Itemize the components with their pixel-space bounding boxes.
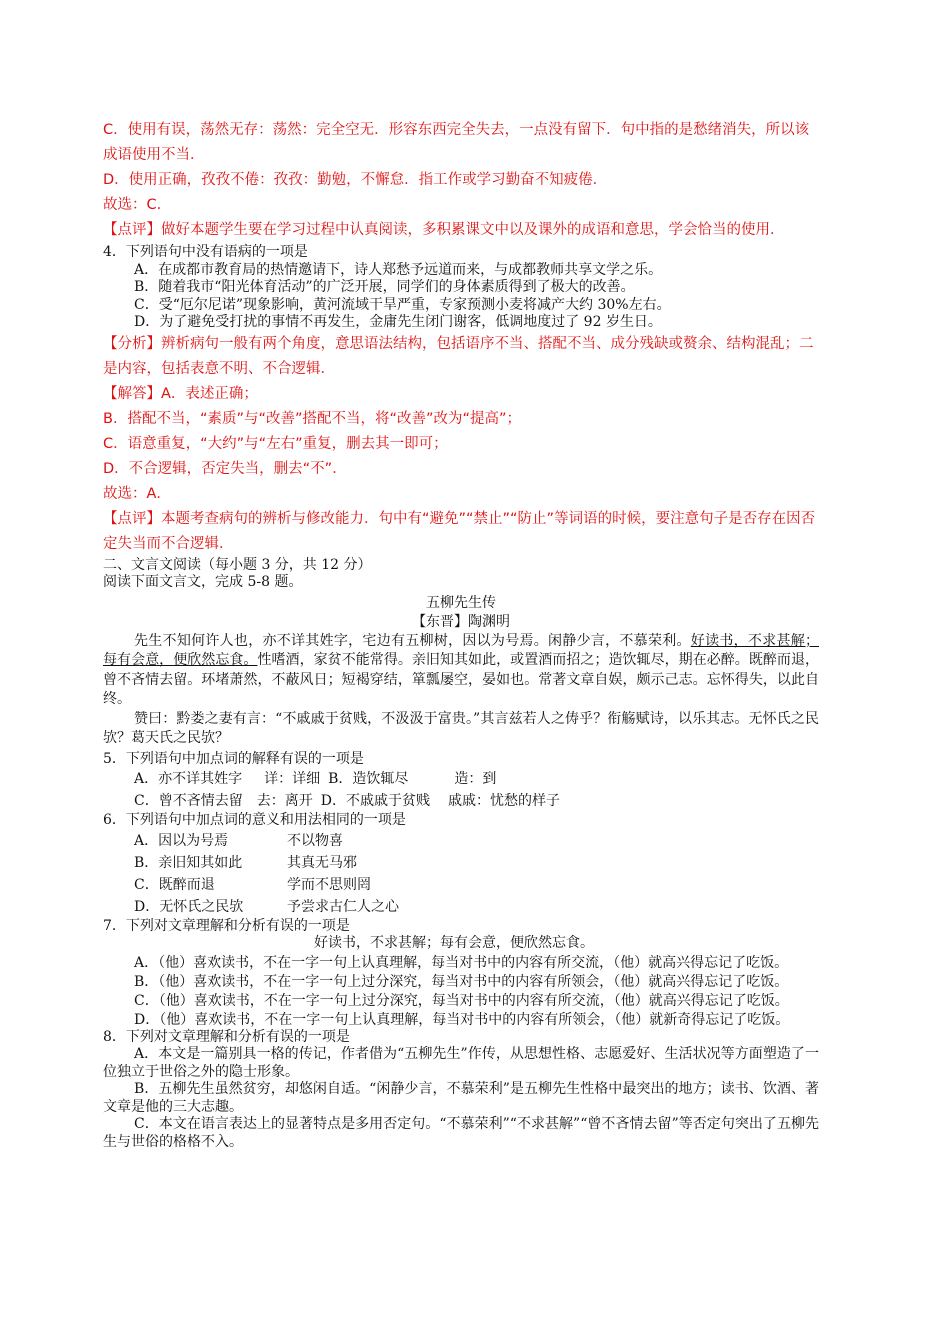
q5-option-d-gloss: 戚戚：忧愁的样子	[447, 793, 560, 809]
question-5	[103, 751, 819, 813]
q5-option-a: A．亦不详其姓字	[134, 771, 243, 787]
q6-option-d-left: D．无怀氏之民欤	[134, 898, 244, 915]
q4-solution: 【解答】A．表述正确；	[103, 385, 258, 402]
q5-row-2	[103, 790, 819, 812]
q7-quote: 好读书，不求甚解；每有会意，便欣然忘食。	[314, 935, 594, 951]
q7-option-b: B．（他）喜欢读书，不在一字一句上过分深究，每当对书中的内容有所领会，（他）就高兴得忘记了吃饭。	[134, 973, 789, 990]
q5-option-c-gloss: 去：离开	[256, 793, 313, 809]
q4-analysis: 【分析】辨析病句一般有两个角度，意思语法结构，包括语序不当、搭配不当、成分残缺或赘余、结构混乱；二是内容，包括表意不明、不合逻辑．	[103, 335, 814, 377]
q7-option-c: C．（他）喜欢读书，不在一字一句上过分深究，每当对书中的内容有所交流，（他）就高兴得忘记了吃饭。	[134, 992, 789, 1009]
q4-option-b-fix: B．搭配不当，“素质”与“改善”搭配不当，将“改善”改为“提高”；	[103, 410, 522, 427]
q6-option-b-left: B．亲旧知其如此	[134, 854, 243, 871]
q7-stem: 7．下列对文章理解和分析有误的一项是	[103, 917, 350, 934]
q6-option-c	[103, 874, 819, 896]
q5-option-a-gloss: 详：详细	[264, 771, 321, 787]
q4-option-a: A．在成都市教育局的热情邀请下，诗人郑愁予远道而来，与成都教师共享文学之乐。	[134, 261, 663, 278]
q8-option-b: B．五柳先生虽然贫穷，却悠闲自适。“闲静少言，不慕荣利”是五柳先生性格中最突出的地方；读书、饮酒、著文章是他的三大志趣。	[103, 1081, 819, 1115]
q8-stem: 8．下列对文章理解和分析有误的一项是	[103, 1028, 350, 1045]
q3-option-c-analysis: C．使用有误，荡然无存：荡然：完全空无．形容东西完全失去，一点没有留下．句中指的是愁绪消失，所以该成语使用不当．	[103, 122, 810, 163]
question-7	[103, 918, 819, 1029]
q3-option-d-analysis: D．使用正确，孜孜不倦：孜孜：勤勉，不懈怠．指工作或学习勤奋不知疲倦．	[103, 172, 608, 188]
underlined-sentence: 好读书，不求甚解；每有会意，便欣然忘食。	[103, 632, 820, 668]
q6-option-b-right: 其真无马邪	[287, 854, 357, 871]
q4-option-c: C．受“厄尔尼诺”现象影响，黄河流域干旱严重，专家预测小麦将减产大约 30%左右。	[134, 296, 671, 313]
q6-option-d	[103, 896, 819, 918]
q4-option-b: B．随着我市“阳光体育活动”的广泛开展，同学们的身体素质得到了极大的改善。	[134, 279, 635, 295]
passage-text: 性嗜酒，家贫不能常得。亲旧知其如此，或置酒而招之；造饮辄尽，期在必醉。既醉而退，曾不吝情去留。环堵萧然，不蔽风日；短褐穿结，箪瓢屡空，晏如也。常著文章自娱，颇示己志。忘怀得失，以此自终。	[103, 652, 820, 707]
q4-option-d-fix: D．不合逻辑，否定失当，删去“不”．	[103, 460, 347, 477]
q4-comment: 【点评】本题考查病句的辨析与修改能力．句中有“避免”“禁止”“防止”等词语的时候，要注意句子是否存在因否定失当而不合逻辑．	[103, 510, 816, 552]
q6-option-b	[103, 852, 819, 874]
q4-answer: 故选：A．	[103, 485, 171, 502]
q6-option-a-left: A．因以为号焉	[134, 832, 229, 849]
passage-text: 先生不知何许人也，亦不详其姓字，宅边有五柳树，因以为号焉。闲静少言，不慕荣利。	[134, 632, 691, 649]
q5-option-c: C．曾不吝情去留	[134, 793, 243, 809]
q6-option-a	[103, 830, 819, 852]
section-instruction: 阅读下面文言文，完成 5-8 题。	[103, 574, 303, 590]
passage-paragraph-2: 赞曰：黔娄之妻有言：“不戚戚于贫贱，不汲汲于富贵。”其言兹若人之俦乎？衔觞赋诗，以乐其志。无怀氏之民欤？葛天氏之民欤？	[103, 710, 819, 746]
q4-stem: 4．下列语句中没有语病的一项是	[103, 244, 308, 260]
q7-option-d: D．（他）喜欢读书，不在一字一句上认真理解，每当对书中的内容有所领会，（他）就新奇得忘记了吃饭。	[134, 1011, 790, 1028]
q5-option-d: D．不戚戚于贫贱	[320, 793, 430, 809]
q5-option-b: B．造饮辄尽	[328, 771, 409, 787]
q6-option-d-right: 予尝求古仁人之心	[287, 898, 399, 915]
q6-stem: 6．下列语句中加点词的意义和用法相同的一项是	[103, 812, 406, 828]
q4-option-d: D．为了避免受打扰的事情不再发生，金庸先生闭门谢客，低调地度过了 92 岁生日。	[134, 314, 662, 330]
q4-option-c-fix: C．语意重复，“大约”与“左右”重复，删去其一即可；	[103, 435, 448, 452]
passage-author: 【东晋】陶渊明	[412, 613, 510, 630]
q8-option-c: C．本文在语言表达上的显著特点是多用否定句。“不慕荣利”“不求甚解”“曾不吝情去留”等否定句突出了五柳先生与世俗的格格不入。	[103, 1116, 819, 1150]
question-6	[103, 812, 819, 918]
passage-title: 五柳先生传	[426, 594, 496, 611]
q5-row-1	[103, 768, 819, 790]
question-4	[103, 244, 819, 332]
q3-comment: 【点评】做好本题学生要在学习过程中认真阅读，多积累课文中以及课外的成语和意思，学会恰当的使用．	[103, 222, 785, 238]
q6-option-c-left: C．既醉而退	[134, 876, 215, 893]
q6-option-a-right: 不以物喜	[287, 832, 343, 849]
q5-stem: 5．下列语句中加点词的解释有误的一项是	[103, 750, 364, 767]
question-8	[103, 1029, 819, 1152]
section-heading: 二、文言文阅读（每小题 3 分，共 12 分）	[103, 556, 372, 573]
passage-paragraph-1	[103, 632, 819, 710]
q3-answer: 故选：C．	[103, 197, 172, 213]
q7-option-a: A．（他）喜欢读书，不在一字一句上认真理解，每当对书中的内容有所交流，（他）就高兴得忘记了吃饭。	[134, 954, 789, 971]
q6-option-c-right: 学而不思则罔	[287, 876, 371, 893]
q8-option-a: A．本文是一篇别具一格的传记，作者借为“五柳先生”作传，从思想性格、志愿爱好、生活状况等方面塑造了一位独立于世俗之外的隐士形象。	[103, 1046, 819, 1080]
q5-option-b-gloss: 造：到	[454, 771, 497, 787]
document-page	[103, 118, 819, 1151]
